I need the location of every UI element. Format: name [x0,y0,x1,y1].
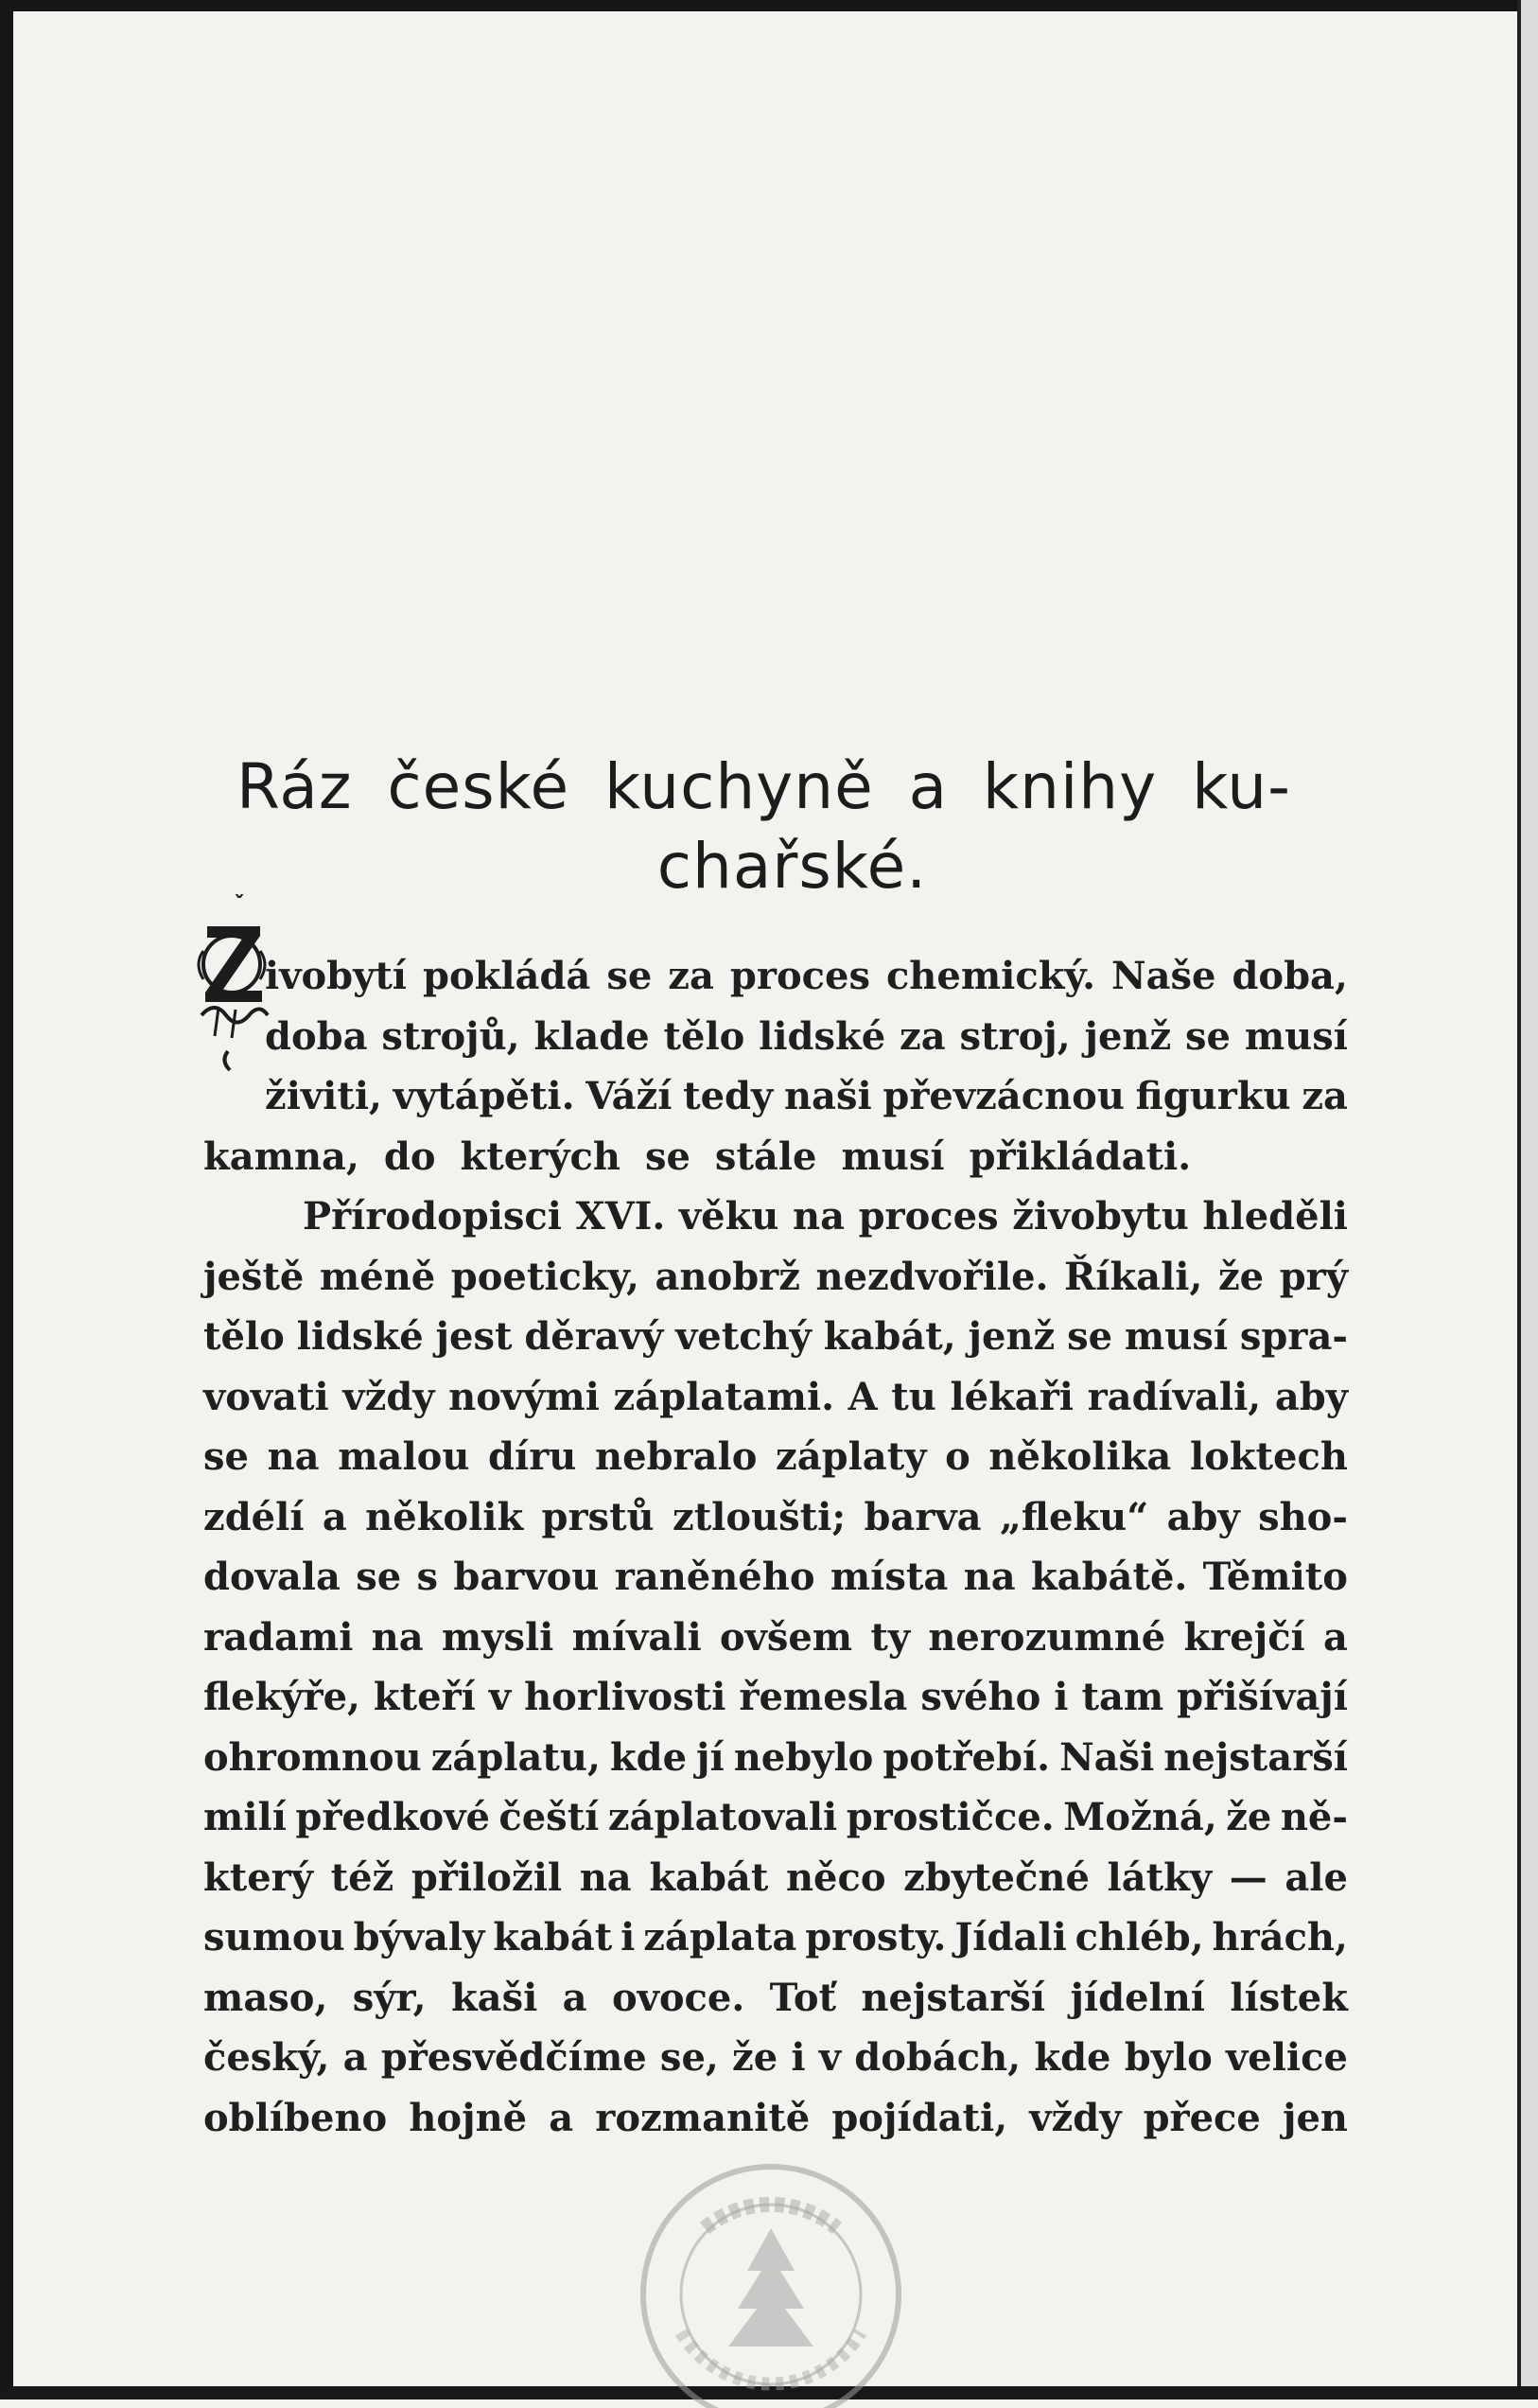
text-line [203,1367,1348,1428]
word: radami [203,1614,354,1660]
word: látky [1107,1854,1213,1900]
word: hojně [409,2095,528,2140]
word: též [330,1854,394,1900]
word: strojů, [381,1013,520,1059]
word: přišívají [1177,1675,1348,1719]
word: ivobytí [265,954,407,998]
word: ztloušti; [672,1494,847,1539]
chapter-title [236,747,1334,906]
word: jí [696,1734,725,1780]
title-word: knihy [982,750,1158,823]
word: nejstarší [861,1975,1046,2020]
word: milí [203,1795,287,1839]
word: Říkali, [1064,1254,1203,1299]
word: na [371,1614,424,1660]
text-line [203,1307,1348,1367]
word: sumou [203,1915,345,1960]
scan-edge-left [0,0,13,2399]
word: na [267,1434,320,1479]
word: něco [785,1854,886,1900]
word: do [383,1134,436,1179]
text-line [203,1907,1348,1968]
word: ně- [1280,1795,1348,1839]
word: že [1226,1795,1272,1839]
word: ohromnou [203,1734,422,1780]
text-line [203,1667,1348,1728]
word: ty [870,1614,911,1660]
text-line [203,1247,1348,1308]
word: prostičce. [846,1795,1055,1839]
word: barva [864,1494,982,1539]
word: „fleku“ [999,1494,1149,1539]
word: malou [338,1434,470,1479]
word: maso, [203,1975,328,2020]
word: i [1054,1675,1069,1719]
word: nezdvořile. [815,1254,1049,1299]
word: tedy [683,1074,774,1118]
word: nejstarší [1163,1734,1348,1780]
word: se [644,1134,690,1179]
word: záplatovali [607,1795,838,1839]
word: zdélí [203,1494,305,1539]
word: naši [783,1074,872,1118]
word: kabát [493,1915,613,1960]
word: flekýře, [203,1675,360,1719]
word: doba [265,1013,368,1059]
word: musí [1244,1013,1348,1059]
word: potřebí. [883,1734,1051,1780]
word: musí [841,1134,945,1179]
word: kabát [649,1854,769,1900]
word: proces [858,1194,999,1239]
word: kamna, [203,1134,359,1179]
word: kterých [460,1134,620,1179]
word: spra- [1239,1314,1348,1359]
word: čeští [498,1795,600,1839]
word: a [1322,1614,1348,1660]
word: jen [1282,2095,1348,2140]
word: a [562,1975,587,2020]
word: jest [435,1314,513,1359]
word: kabát, [823,1314,956,1359]
word: doba, [1232,954,1348,998]
word: lidské [296,1314,424,1359]
word: Jídali [954,1915,1067,1960]
text-line [203,1127,1348,1187]
word: jídelní [1070,1975,1205,2020]
word: figurku [1135,1074,1291,1118]
word: Naše [1111,954,1216,998]
word: přikládati. [969,1134,1192,1179]
word: Toť [769,1975,836,2020]
word: kaši [450,1975,538,2020]
word: věku [678,1194,779,1239]
word: se, [659,2035,719,2080]
word: hrách, [1212,1915,1348,1960]
word: s [416,1555,439,1599]
word: sýr, [352,1975,427,2020]
word: mysli [441,1614,554,1660]
word: Přírodopisci [303,1194,562,1239]
word: několika [988,1434,1172,1479]
word: Váží [585,1074,673,1118]
word: dobách, [854,2035,1022,2080]
word: nerozumné [928,1614,1166,1660]
text-line [203,1968,1348,2029]
word: prý [1279,1254,1348,1299]
word: rozmanitě [595,2095,811,2140]
word: anobrž [655,1254,800,1299]
word: oblíbeno [203,2095,388,2140]
word: na [792,1194,845,1239]
title-word: kuchyně [604,750,874,823]
word: ovoce. [611,1975,745,2020]
word: novými [448,1374,600,1419]
word: kabátě. [1030,1555,1188,1599]
title-word: české [387,750,570,823]
text-line [203,1066,1348,1127]
word: pokládá [422,954,591,998]
word: na [963,1555,1016,1599]
title-word: Ráz [236,750,353,823]
word: lidské [759,1013,886,1059]
word: živiti, [265,1074,382,1118]
word: Naši [1059,1734,1155,1780]
word: stroj, [959,1013,1071,1059]
word: díru [488,1434,577,1479]
word: řemesla [739,1675,908,1719]
word: se [606,954,653,998]
word: aby [1274,1374,1348,1419]
word: tělo [203,1314,285,1359]
word: poeticky, [450,1254,639,1299]
word: ovšem [719,1614,853,1660]
word: stále [714,1134,817,1179]
word: nebralo [595,1434,758,1479]
chapter-title-line-2: chařské. [656,830,928,903]
word: tělo [663,1013,745,1059]
text-line [203,1427,1348,1487]
word: převzácnou [883,1074,1125,1118]
word: sho- [1258,1494,1348,1539]
word: vytápěti. [393,1074,575,1118]
word: ještě [203,1254,305,1299]
word: mívali [571,1614,702,1660]
word: v [488,1675,512,1719]
title-word: a [908,750,949,823]
word: bývaly [353,1915,485,1960]
text-line [203,1787,1348,1848]
word: i [620,1915,636,1960]
word: záplaty [776,1434,927,1479]
word: a [342,2035,368,2080]
text-line [203,1608,1348,1668]
word: za [900,1013,946,1059]
word: lístek [1230,1975,1348,2020]
word: přiložil [411,1854,563,1900]
text-line [203,1728,1348,1788]
text-line [203,1186,1348,1247]
word: za [1302,1074,1348,1118]
word: přece [1143,2095,1261,2140]
word: méně [319,1254,436,1299]
word: vetchý [675,1314,812,1359]
text-line [203,1547,1348,1608]
word: který [203,1854,313,1900]
word: a [549,2095,574,2140]
word: několik [365,1494,524,1539]
word: se [203,1434,249,1479]
chapter-title-line-1 [236,747,1291,827]
word: lékaři [950,1374,1074,1419]
word: tu [891,1374,936,1419]
word: ale [1285,1854,1348,1900]
word: kde [609,1734,688,1780]
word: aby [1166,1494,1240,1539]
word: krejčí [1183,1614,1305,1660]
word: chléb, [1075,1915,1204,1960]
word: vovati [203,1374,329,1419]
word: živobytu [1012,1194,1189,1239]
word: záplata [643,1915,797,1960]
word: prosty. [805,1915,947,1960]
word: kde [1034,2035,1111,2080]
word: Těmito [1202,1555,1348,1599]
word: že [732,2035,778,2080]
word: prstů [541,1494,655,1539]
text-line [203,946,1348,1007]
word: se [1185,1013,1231,1059]
word: chemický. [885,954,1096,998]
word: svého [920,1675,1041,1719]
word: XVI. [575,1194,666,1239]
word: na [579,1854,632,1900]
word: jenž [968,1314,1056,1359]
word: tam [1081,1675,1164,1719]
word: vždy [342,1374,435,1419]
word: klade [533,1013,650,1059]
word: pojídati, [831,2095,1008,2140]
word: nebylo [733,1734,874,1780]
word: a [322,1494,347,1539]
title-word: ku- [1192,750,1291,823]
svg-text:ˇ: ˇ [233,894,246,920]
word: bylo [1124,2035,1213,2080]
word: i [791,2035,806,2080]
word: Možná, [1063,1795,1217,1839]
text-line [203,2088,1348,2149]
word: se [1067,1314,1113,1359]
word: barvou [453,1555,600,1599]
word: přesvědčíme [380,2035,647,2080]
word: velice [1226,2035,1348,2080]
word: záplatami. [613,1374,835,1419]
word: raněného [614,1555,815,1599]
word: proces [729,954,870,998]
word: A [848,1374,878,1419]
word: předkové [295,1795,490,1839]
word: horlivosti [524,1675,726,1719]
text-line [203,1487,1348,1548]
text-line [203,2028,1348,2088]
text-line [203,1848,1348,1908]
library-stamp-icon [605,2143,936,2408]
word: — [1229,1854,1267,1900]
word: hleděli [1202,1194,1348,1239]
word: záplatu, [430,1734,601,1780]
word: dovala [203,1555,341,1599]
word: se [356,1555,402,1599]
word: zbytečné [903,1854,1090,1900]
scan-edge-right [1517,0,1538,2399]
word: kteří [373,1675,476,1719]
word: že [1217,1254,1265,1299]
word: vždy [1029,2095,1122,2140]
word: musí [1124,1314,1229,1359]
word: děravý [524,1314,664,1359]
scan-edge-top [0,0,1538,11]
word: v [818,2035,842,2080]
body-text [203,946,1348,2148]
word: český, [203,2035,330,2080]
word: o [945,1434,970,1479]
word: za [668,954,714,998]
text-line [203,1007,1348,1067]
word: místa [830,1555,949,1599]
word: loktech [1189,1434,1348,1479]
word: radívali, [1087,1374,1262,1419]
word: jenž [1084,1013,1172,1059]
